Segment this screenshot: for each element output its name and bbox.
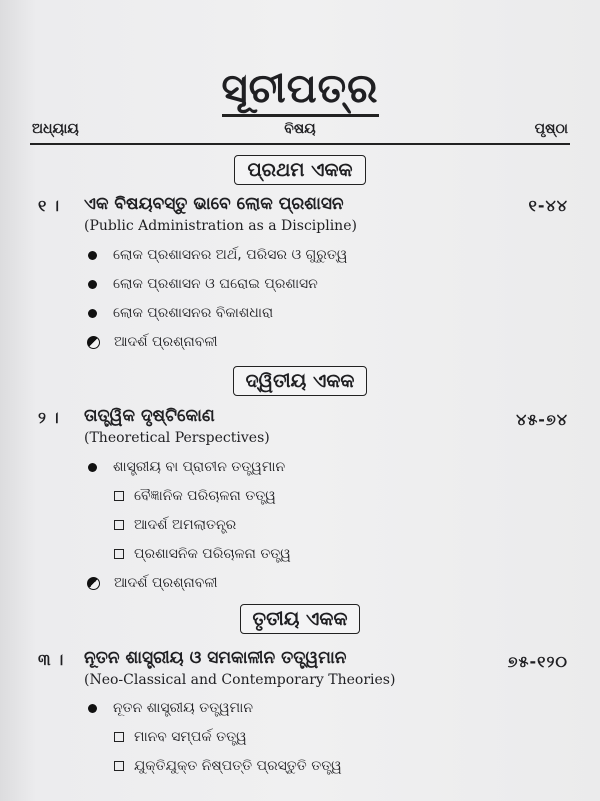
chapter-2-pages: ୪୫-୭୪ xyxy=(516,410,568,429)
header-subject: ବିଷୟ xyxy=(284,121,316,137)
checkbox-icon xyxy=(114,491,124,501)
chapter-3-number: ୩ । xyxy=(38,650,64,669)
list-item: ଆଦର୍ଶ ଅମଲାତନ୍ତ୍ର xyxy=(114,517,236,533)
chapter-1-number: ୧ । xyxy=(38,196,60,215)
yin-yang-icon xyxy=(87,336,100,349)
chapter-3-title: ନୂତନ ଶାସ୍ତ୍ରୀୟ ଓ ସମକାଳୀନ ତତ୍ତ୍ୱମାନ xyxy=(84,648,347,668)
header-chapter: ଅଧ୍ୟାୟ xyxy=(32,121,79,137)
chapter-2-title: ତାତ୍ତ୍ୱିକ ଦୃଷ୍ଟିକୋଣ xyxy=(84,406,215,426)
chapter-1-english: (Public Administration as a Discipline) xyxy=(84,218,357,234)
list-item: ମାନବ ସମ୍ପର୍କ ତତ୍ତ୍ୱ xyxy=(114,729,247,745)
unit-2-heading xyxy=(0,366,600,396)
header-page: ପୃଷ୍ଠା xyxy=(534,121,568,137)
list-item: ଲୋକ ପ୍ରଶାସନର ବିକାଶଧାରା xyxy=(88,305,273,321)
unit-3-heading xyxy=(0,604,600,634)
list-item: ଲୋକ ପ୍ରଶାସନ ଓ ଘରୋଇ ପ୍ରଶାସନ xyxy=(88,276,318,292)
unit-1-label: ପ୍ରଥମ ଏକକ xyxy=(234,155,365,185)
list-item: ଆଦର୍ଶ ପ୍ରଶ୍ନାବଳୀ xyxy=(87,334,218,350)
list-item: ଲୋକ ପ୍ରଶାସନର ଅର୍ଥ, ପରିସର ଓ ଗୁରୁତ୍ୱ xyxy=(88,247,347,263)
list-item: ଯୁକ୍ତିଯୁକ୍ତ ନିଷ୍ପତ୍ତି ପ୍ରସ୍ତୁତି ତତ୍ତ୍ୱ xyxy=(114,758,342,774)
unit-3-label: ତୃତୀୟ ଏକକ xyxy=(240,604,361,634)
bullet-icon xyxy=(88,309,97,318)
list-item: ଆଦର୍ଶ ପ୍ରଶ୍ନାବଳୀ xyxy=(87,575,218,591)
list-item: ନୂତନ ଶାସ୍ତ୍ରୀୟ ତତ୍ତ୍ୱମାନ xyxy=(88,700,253,716)
unit-1-heading xyxy=(0,155,600,185)
chapter-1-title: ଏକ ବିଷୟବସ୍ତୁ ଭାବେ ଲୋକ ପ୍ରଶାସନ xyxy=(84,194,344,214)
list-item: ବୈଜ୍ଞାନିକ ପରିଚାଳନା ତତ୍ତ୍ୱ xyxy=(114,488,276,504)
unit-2-label: ଦ୍ୱିତୀୟ ଏକକ xyxy=(233,366,368,396)
checkbox-icon xyxy=(114,549,124,559)
bullet-icon xyxy=(88,463,97,472)
table-header xyxy=(30,121,570,145)
yin-yang-icon xyxy=(87,577,100,590)
checkbox-icon xyxy=(114,732,124,742)
chapter-2-english: (Theoretical Perspectives) xyxy=(84,430,270,446)
chapter-1-pages: ୧-୪୪ xyxy=(528,196,568,215)
bullet-icon xyxy=(88,251,97,260)
bullet-icon xyxy=(88,704,97,713)
checkbox-icon xyxy=(114,761,124,771)
chapter-3-english: (Neo-Classical and Contemporary Theories) xyxy=(84,672,396,688)
checkbox-icon xyxy=(114,520,124,530)
title-wrap xyxy=(0,66,600,117)
bullet-icon xyxy=(88,280,97,289)
page-title: ସୂଚୀପତ୍ର xyxy=(222,66,379,117)
chapter-2-number: ୨ । xyxy=(38,408,59,427)
chapter-3-pages: ୭୫-୧୨୦ xyxy=(507,652,568,671)
list-item: ଶାସ୍ତ୍ରୀୟ ବା ପ୍ରାଚୀନ ତତ୍ତ୍ୱମାନ xyxy=(88,459,285,475)
list-item: ପ୍ରଶାସନିକ ପରିଚାଳନା ତତ୍ତ୍ୱ xyxy=(114,546,291,562)
